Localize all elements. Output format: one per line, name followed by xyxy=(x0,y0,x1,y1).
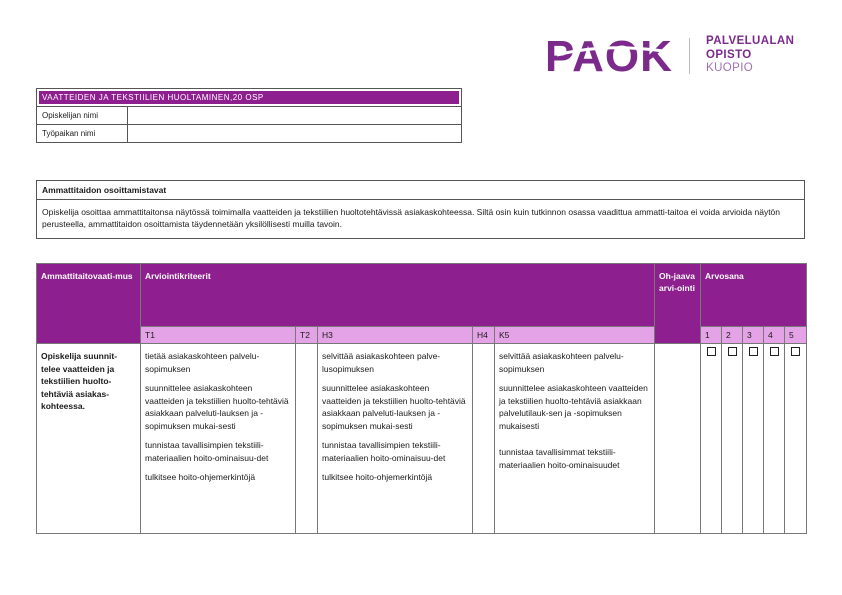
level-h3: H3 xyxy=(318,327,473,344)
level-t2: T2 xyxy=(296,327,318,344)
module-title: VAATTEIDEN JA TEKSTIILIEN HUOLTAMINEN,20 OSP xyxy=(37,89,462,107)
h3-item: suunnittelee asiakaskohteen vaatteiden ja tekstiilien huolto-tehtäviä asiakkaan palveluti-lauksen ja -sopimuksen mukai-sesti xyxy=(322,383,466,431)
guided-assessment-header: Oh-jaava arvi-ointi xyxy=(655,264,701,344)
grade-5-checkbox[interactable] xyxy=(791,347,800,356)
t1-item: tunnistaa tavallisimpien tekstiili-materiaalien hoito-ominaisuu-det xyxy=(145,440,269,463)
requirement-header: Ammattitaitovaati-mus xyxy=(37,264,141,344)
t1-criteria xyxy=(141,344,296,534)
logo-line-1: PALVELUALAN xyxy=(706,35,795,47)
demonstration-section xyxy=(36,180,805,239)
requirement-text: Opiskelija suunnit-telee vaatteiden ja tekstiilien huolto-tehtäviä asiakas-kohteessa. xyxy=(37,344,141,534)
grade-1-label: 1 xyxy=(701,327,722,344)
paok-logo-icon xyxy=(545,33,675,77)
student-name-label: Opiskelijan nimi xyxy=(37,107,128,125)
t1-item: suunnittelee asiakaskohteen vaatteiden ja tekstiilien huolto-tehtäviä asiakkaan palveluti-lauksen ja -sopimuksen mukai-sesti xyxy=(145,383,289,431)
h3-item: tulkitsee hoito-ohjemerkintöjä xyxy=(322,472,433,482)
logo-line-2: OPISTO xyxy=(706,48,752,61)
h4-criteria xyxy=(473,344,495,534)
grade-1-checkbox[interactable] xyxy=(707,347,716,356)
grade-header: Arvosana xyxy=(701,264,807,327)
grade-5-label: 5 xyxy=(785,327,807,344)
demonstration-text: Opiskelija osoittaa ammattitaitonsa näytössä toimimalla vaatteiden ja tekstiilien huoltotehtävissä asiakaskohteessa. Siltä osin kuin tutkinnon osassa vaadittua ammatti-taitoa ei voida arvioida näytön perusteella, ammattitaidon osoittamista täydennetään yksilöllisesti muilla tavoin. xyxy=(42,207,781,229)
k5-criteria xyxy=(495,344,655,534)
h3-criteria xyxy=(318,344,473,534)
grade-3-label: 3 xyxy=(743,327,764,344)
k5-item: selvittää asiakaskohteen palvelu-sopimuksen xyxy=(499,351,624,374)
k5-item: suunnittelee asiakaskohteen vaatteiden ja tekstiilien huolto-tehtäviä asiakkaan palvelutilauk-sen ja -sopimuksen mukaisesti xyxy=(499,383,648,431)
t2-criteria xyxy=(296,344,318,534)
module-info-table xyxy=(36,88,462,143)
level-t1: T1 xyxy=(141,327,296,344)
logo-wordmark xyxy=(706,35,794,76)
k5-item: tunnistaa tavallisimmat tekstiili-materiaalien hoito-ominaisuudet xyxy=(499,447,620,470)
grade-2-checkbox[interactable] xyxy=(728,347,737,356)
h3-item: selvittää asiakaskohteen palve-lusopimuksen xyxy=(322,351,441,374)
grade-4-label: 4 xyxy=(764,327,785,344)
grade-4-checkbox[interactable] xyxy=(770,347,779,356)
guided-assessment-cell[interactable] xyxy=(655,344,701,534)
demonstration-heading: Ammattitaidon osoittamistavat xyxy=(37,181,804,200)
level-h4: H4 xyxy=(473,327,495,344)
level-k5: K5 xyxy=(495,327,655,344)
grade-2-label: 2 xyxy=(722,327,743,344)
criteria-header: Arviointikriteerit xyxy=(141,264,655,327)
workplace-name-field[interactable] xyxy=(128,125,462,143)
t1-item: tulkitsee hoito-ohjemerkintöjä xyxy=(145,472,256,482)
logo-mark-text: PAOK xyxy=(545,33,673,77)
logo-divider xyxy=(689,38,690,74)
logo-line-3: KUOPIO xyxy=(706,62,754,74)
t1-item: tietää asiakaskohteen palvelu-sopimuksen xyxy=(145,351,260,374)
grade-3-checkbox[interactable] xyxy=(749,347,758,356)
assessment-criteria-table xyxy=(36,263,807,534)
student-name-field[interactable] xyxy=(128,107,462,125)
workplace-name-label: Työpaikan nimi xyxy=(37,125,128,143)
h3-item: tunnistaa tavallisimpien tekstiili-materiaalien hoito-ominaisuu-det xyxy=(322,440,446,463)
